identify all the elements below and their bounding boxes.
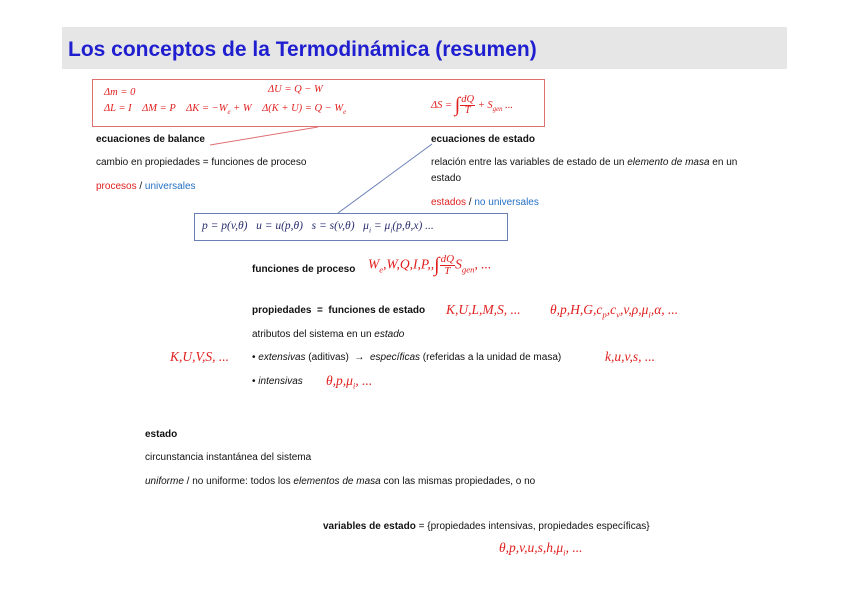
mass-balance-eq: Δm = 0: [104, 87, 136, 98]
state-connector: [338, 144, 432, 213]
properties-extensive-math: K,U,L,M,S, ...: [446, 302, 521, 317]
specific-examples-math: k,u,v,s, ...: [605, 349, 655, 364]
properties-label: propiedades = funciones de estado: [252, 305, 426, 316]
state-variables-definition: variables de estado = {propiedades intensivas, propiedades específicas}: [323, 521, 650, 532]
balance-equations-heading: ecuaciones de balance: [96, 134, 205, 145]
balance-equations-row: ΔL = I ΔM = P $\Delta K = -W_e + W$ $\Delta(K + U) = Q - W_e$: [104, 103, 347, 117]
energy-balance-eq: ΔU = Q − W: [268, 84, 323, 95]
extensive-examples-math: K,U,V,S, ...: [170, 349, 230, 364]
entropy-balance-eq: ΔS = ∫ $\frac{dQ}{T}$ + $S_{gen}$ ...: [431, 93, 514, 116]
state-heading: estado: [145, 429, 178, 440]
attributes-line: atributos del sistema en un estado: [252, 329, 405, 340]
balance-connector: [210, 127, 318, 145]
state-equations-description-2: estado: [431, 173, 462, 184]
intensive-bullet: • intensivas: [252, 376, 303, 387]
state-equations-heading: ecuaciones de estado: [431, 134, 535, 145]
state-definition: circunstancia instantánea del sistema: [145, 452, 312, 463]
uniform-state-line: uniforme / no uniforme: todos los elementos de masa con las mismas propiedades, o no: [145, 476, 536, 487]
process-functions-math: $W_e,W,Q,I,P,,\int$ $\frac{dQ}{T}$ $S_{gen}$, ...: [368, 253, 492, 277]
properties-intensive-math: $\theta,p,H,G,c_p,c_v,v,\rho,\mu_i,\alpha$, ...: [550, 302, 679, 320]
state-equations-formula: p = p(v,θ) u = u(p,θ) s = s(v,θ) $\mu_i = \mu_i(p,\theta,x)$ ...: [202, 220, 434, 235]
processes-universal: procesos / universales: [96, 181, 196, 192]
intensive-examples-math: $\theta,p,\mu_i$, ...: [326, 373, 373, 391]
state-equations-description: relación entre las variables de estado de un elemento de masa en un: [431, 157, 738, 168]
balance-description: cambio en propiedades = funciones de proceso: [96, 157, 307, 168]
states-non-universal: estados / no universales: [431, 197, 539, 208]
state-variables-math: $\theta,p,v,u,s,h,\mu_i$, ...: [499, 540, 583, 558]
page-title: Los conceptos de la Termodinámica (resumen): [68, 38, 537, 61]
process-functions-label: funciones de proceso: [252, 264, 356, 275]
extensive-bullet: • extensivas (aditivas) → específicas (referidas a la unidad de masa): [252, 352, 562, 363]
